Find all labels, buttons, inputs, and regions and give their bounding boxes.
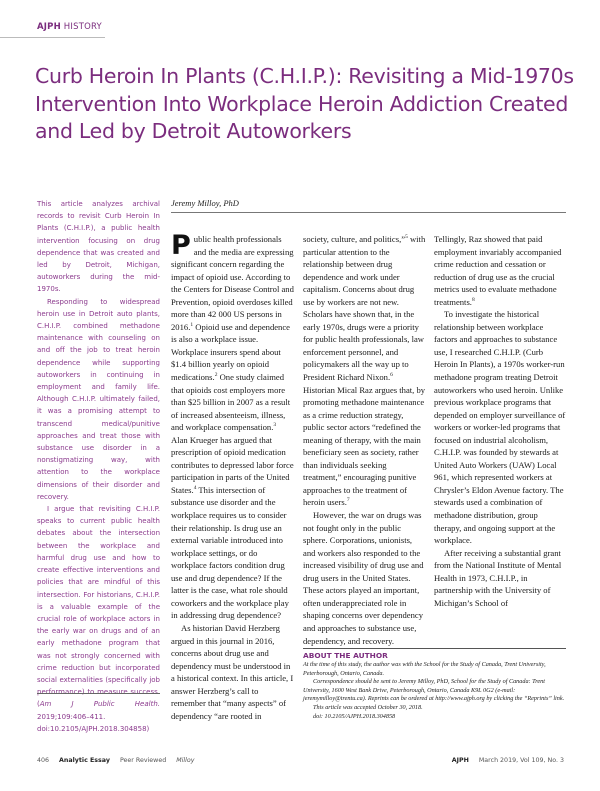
- issue-info: March 2019, Vol 109, No. 3: [478, 757, 564, 764]
- about-author-divider: [303, 648, 566, 649]
- journal-name: AJPH: [37, 22, 61, 32]
- citation-journal: Am J Public Health.: [39, 700, 160, 709]
- body-column-2: [303, 233, 426, 647]
- footer-journal: AJPH: [451, 757, 469, 764]
- footnote-ref[interactable]: 2: [214, 372, 218, 379]
- footnote-ref[interactable]: 8: [471, 296, 475, 303]
- footer-author: Milloy: [176, 757, 195, 764]
- body-text: Opioid use and dependence is also a workplace issue. Workplace insurers spend about $1.4 billion yearly on opioid medications.: [171, 321, 290, 383]
- author-byline: Jeremy Milloy, PhD: [171, 198, 239, 208]
- body-text: society, culture, and politics,”: [303, 234, 406, 244]
- footnote-ref[interactable]: 6: [390, 372, 393, 379]
- footnote-ref[interactable]: 1: [190, 321, 194, 328]
- footnote-ref[interactable]: 5: [405, 234, 408, 241]
- body-column-1: [171, 230, 294, 722]
- body-paragraph: However, the war on drugs was not fought only in the public sphere. Corporations, unionists, and workers also responded to the increased visibility of drug use and drug users in the United States. These actors played an important, often underappreciated role in shaping concerns over dependency and approaches to substance use, dependency, and recovery.: [303, 510, 424, 646]
- about-author-paragraph: At the time of this study, the author was with the School for the Study of Canada, Trent University, Peterborough, Ontario, Canada.: [303, 661, 546, 677]
- footnote-ref[interactable]: 4: [193, 485, 197, 492]
- footnote-ref[interactable]: 7: [346, 497, 350, 504]
- page-number: 406: [37, 757, 50, 764]
- byline-divider: [171, 212, 566, 213]
- body-text: One study claimed that opioids cost employers more than $25 billion in 2007 as a result of increased absenteeism, illness, and workplace compensation.: [171, 372, 291, 433]
- about-author-paragraph: Correspondence should be sent to Jeremy Milloy, PhD, School for the Study of Canada: Trent University, 1600 West Bank Drive, Peterborough, Ontario, Canada K9L 0G2 (e-mail: jeremymilloy@trentu.ca). Reprints can be ordered at http://www.ajph.org by clicking the “Reprints” link.: [303, 678, 565, 703]
- section-name: HISTORY: [63, 22, 102, 32]
- body-column-3: [434, 233, 566, 609]
- body-paragraph: [171, 230, 294, 622]
- about-author-heading: ABOUT THE AUTHOR: [303, 651, 388, 660]
- body-text: with particular attention to the relationship between drug dependence and work under capitalism. Concerns about drug use by workers are not new. Scholars have shown that, in the early 1970s, drugs were a priority for public health professionals, law enforcement personnel, and policymakers all the way up to President Richard Nixon.: [303, 234, 426, 383]
- body-text: Tellingly, Raz showed that paid employment invariably accompanied crime reduction and cessation or reduction of drug use as the crucial metrics used to evaluate methadone treatments.: [434, 234, 562, 307]
- abstract-paragraph: [37, 503, 160, 735]
- body-text: This intersection of substance use disorder and the workplace requires us to consider their relationship. Is drug use an external variable introduced into workplace settings, or do workplace factors condition drug use and drug dependence? If the latter is the case, what role should coworkers and the workplace play in addressing drug dependence?: [171, 484, 289, 621]
- about-author: [303, 661, 566, 721]
- body-text: ublic health professionals and the media are expressing significant concern regarding the impact of opioid use. According to the Centers for Disease Control and Prevention, opioid overdoses killed more than 42 000 US persons in 2016.: [171, 234, 294, 332]
- footer-left: [37, 757, 194, 764]
- doi[interactable]: doi: 10.2105/AJPH.2018.304858: [313, 712, 396, 720]
- header-divider: [0, 37, 105, 38]
- review-status: Peer Reviewed: [119, 757, 167, 764]
- acceptance-date: This article was accepted October 30, 2018.: [313, 703, 423, 711]
- abstract: [37, 198, 160, 735]
- body-paragraph: [434, 233, 566, 308]
- body-paragraph: [303, 233, 426, 509]
- drop-cap: P: [171, 230, 191, 261]
- abstract-text: I argue that revisiting C.H.I.P. speaks to current public health debates about the intersection between the workplace and harmful drug use and how to create effective interventions and policies that are mindful of this intersection. For historians, C.H.I.P. is a valuable example of the crucial role of workplace actors in the early war on drugs and of an early methadone program that was not strongly concerned with crime reduction but incorporated social externalities (specifically job: [37, 505, 160, 684]
- section-header: [37, 22, 102, 32]
- footer-right: [452, 757, 564, 764]
- abstract-paragraph: Responding to widespread heroin use in Detroit auto plants, C.H.I.P. combined methadone maintenance with counseling on and off the job to treat heroin dependence while supporting autoworkers in continuing in employment and family life. Although C.H.I.P. ultimately failed, it was a promising attempt to transcend medical/punitive approaches and treat those with substance use disorder in a nonstigmatizing way, with attention to the workplace dimensions of their disorder and recovery.: [37, 297, 160, 501]
- article-title: Curb Heroin In Plants (C.H.I.P.): Revisiting a Mid-1970s Intervention Into Workplace Heroin Addiction Created and Led by Detroit Autoworkers: [35, 64, 574, 143]
- body-text: Historian Mical Raz argues that, by promoting methadone maintenance as a crime reduction strategy, public sector actors “redefined the meaning of therapy, with the main beneficiary seen as society, rather than individuals seeking treatment,” encouraging punitive approaches to the treatment of heroin users.: [303, 384, 426, 508]
- citation-open: (: [37, 700, 40, 709]
- article-type: Analytic Essay: [59, 757, 110, 764]
- abstract-paragraph: This article analyzes archival records to revisit Curb Heroin In Plants (C.H.I.P.), a public health intervention focusing on drug dependence that was created and led by Detroit, Michigan, autoworkers during the mid-1970s.: [37, 200, 160, 294]
- body-paragraph: To investigate the historical relationship between workplace factors and approaches to substance use, I researched C.H.I.P. (Curb Heroin In Plants), a 1970s worker-run methadone program treating Detroit autoworkers who used heroin. Unlike previous workplace programs that depended on employer surveillance of workers or worker-led programs that focused on industrial alcoholism, C.H.I.P. was founded by stewards at United Auto Workers (UAW) Local 961, which represented workers at Chrysler’s Eldon Avenue factory. The stewards used a combination of methadone distribution, group therapy, and ongoing support at the workplace.: [434, 309, 566, 546]
- body-paragraph: After receiving a substantial grant from the National Institute of Mental Health in 1973, C.H.I.P., in partnership with the University of Michigan’s School of: [434, 547, 562, 608]
- body-paragraph: As historian David Herzberg argued in this journal in 2016, concerns about drug use and dependency must be understood in a historical context. In this article, I answer Herzberg’s call to remember that “many aspects” of dependency “are rooted in: [171, 622, 294, 721]
- body-text: Alan Krueger has argued that prescription of opioid medication contributes to depressed labor force participation in parts of the United States.: [171, 434, 294, 495]
- footnote-ref[interactable]: 3: [273, 422, 277, 429]
- citation-rest: 2019;109:406–411. doi:10.2105/AJPH.2018.304858): [37, 712, 150, 733]
- abstract-divider: [37, 693, 160, 694]
